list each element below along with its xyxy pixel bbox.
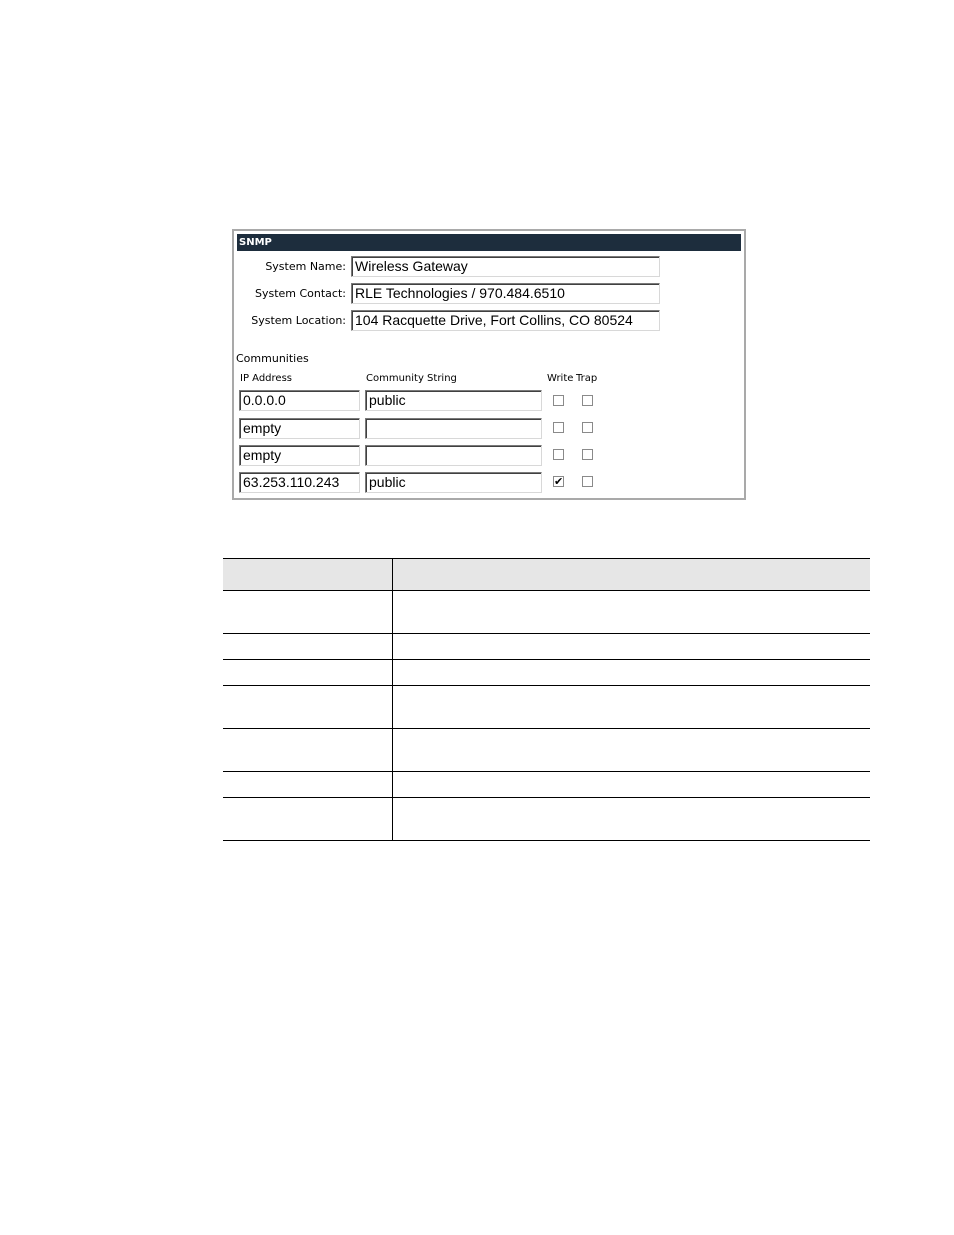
trap-checkbox[interactable] — [582, 449, 593, 460]
table-row — [223, 591, 870, 634]
write-column-header: Write — [547, 373, 574, 384]
community-ip-input[interactable]: 63.253.110.243 — [239, 472, 360, 493]
table-cell — [223, 591, 393, 634]
table-cell — [223, 772, 393, 798]
trap-checkbox[interactable] — [582, 476, 593, 487]
community-ip-input[interactable]: empty — [239, 445, 360, 466]
community-ip-input[interactable]: 0.0.0.0 — [239, 390, 360, 411]
table-cell — [223, 660, 393, 686]
community-string-input[interactable]: public — [365, 472, 542, 493]
community-string-input[interactable] — [365, 418, 542, 439]
communities-heading: Communities — [236, 352, 309, 365]
system-location-input[interactable]: 104 Racquette Drive, Fort Collins, CO 80524 — [351, 310, 660, 331]
trap-column-header: Trap — [576, 373, 598, 384]
write-checkbox[interactable] — [553, 395, 564, 406]
trap-checkbox[interactable] — [582, 422, 593, 433]
table-cell — [393, 772, 871, 798]
system-name-input[interactable]: Wireless Gateway — [351, 256, 660, 277]
table-header-row — [223, 559, 870, 591]
table-cell — [223, 798, 393, 841]
write-checkbox[interactable] — [553, 422, 564, 433]
table-row — [223, 634, 870, 660]
parameter-table — [223, 558, 870, 841]
table-header-cell — [223, 559, 393, 591]
community-string-input[interactable] — [365, 445, 542, 466]
table-cell — [393, 798, 871, 841]
snmp-panel — [232, 229, 746, 500]
table-row — [223, 660, 870, 686]
write-checkbox[interactable]: ✔ — [554, 475, 564, 488]
table-row — [223, 772, 870, 798]
system-name-label: System Name: — [265, 260, 346, 273]
table-row — [223, 798, 870, 841]
community-ip-input[interactable]: empty — [239, 418, 360, 439]
table-cell — [223, 634, 393, 660]
table-cell — [223, 729, 393, 772]
community-string-input[interactable]: public — [365, 390, 542, 411]
system-contact-input[interactable]: RLE Technologies / 970.484.6510 — [351, 283, 660, 304]
table-row — [223, 686, 870, 729]
table-header-cell — [393, 559, 871, 591]
table-cell — [393, 686, 871, 729]
write-checkbox[interactable] — [553, 449, 564, 460]
table-row — [223, 729, 870, 772]
panel-title: SNMP — [237, 234, 741, 251]
table-cell — [393, 729, 871, 772]
table-cell — [393, 591, 871, 634]
system-location-label: System Location: — [251, 314, 346, 327]
ip-address-column-header: IP Address — [240, 373, 292, 384]
community-string-column-header: Community String — [366, 373, 457, 384]
table-cell — [393, 660, 871, 686]
table-cell — [393, 634, 871, 660]
system-contact-label: System Contact: — [254, 287, 346, 300]
trap-checkbox[interactable] — [582, 395, 593, 406]
table-cell — [223, 686, 393, 729]
